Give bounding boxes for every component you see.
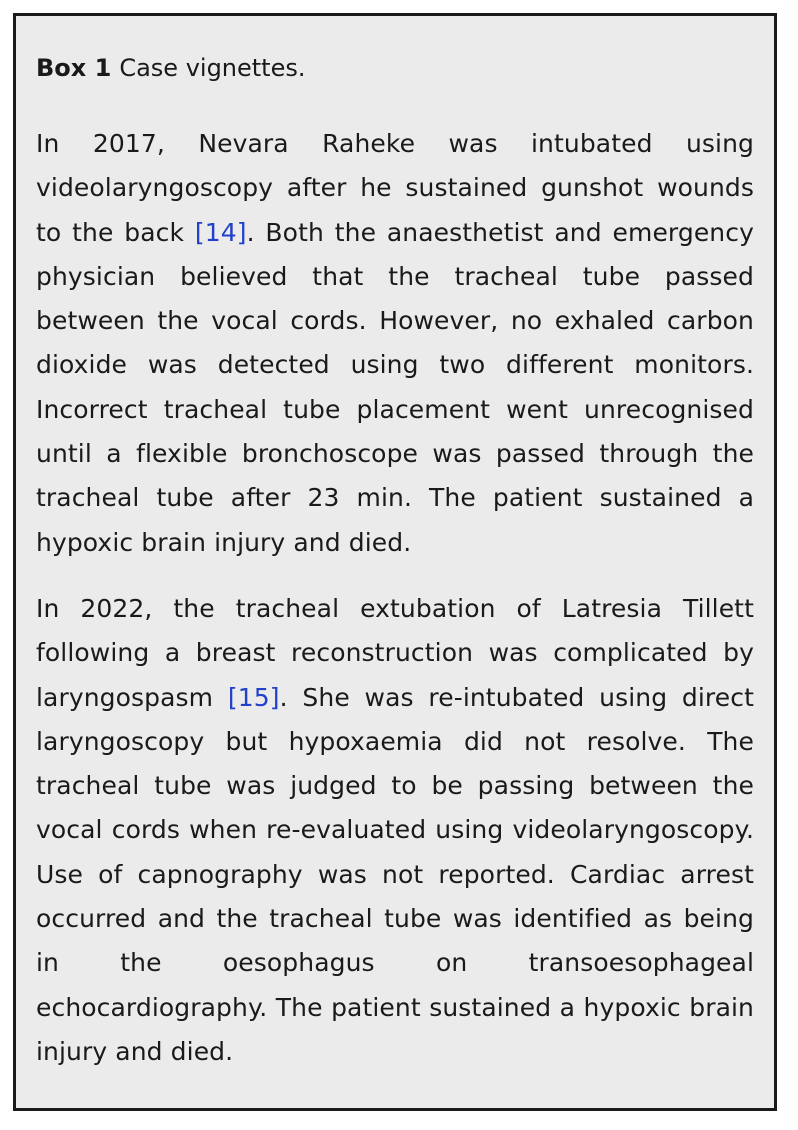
vignette-paragraph-1 [36, 122, 754, 565]
vignette-2-text-end: . She was re-intubated using direct laryngoscopy but hypoxaemia did not resolve. The tracheal tube was judged to be passing between the vocal cords when re-evaluated using videolaryngoscopy. Use of capnography was not reported. Cardiac arrest occurred and the tracheal tube was identified as being in the oesophagus on transoesophageal echocardiography. The patient sustained a hypoxic brain injury and died. [36, 682, 754, 1066]
reference-link-15[interactable]: [15] [227, 682, 280, 712]
vignette-2-text-start: In 2022, the tracheal extubation of Latresia Tillett following a breast reconstruction was complicated by laryngospasm [36, 593, 754, 712]
vignette-1-text-end: . Both the anaesthetist and emergency physician believed that the tracheal tube passed between the vocal cords. However, no exhaled carbon dioxide was detected using two different monitors. Incorrect tracheal tube placement went unrecognised until a flexible bronchoscope was passed through the tracheal tube after 23 min. The patient sustained a hypoxic brain injury and died. [36, 217, 754, 557]
box-title [36, 52, 754, 84]
reference-link-14[interactable]: [14] [194, 217, 247, 247]
box-caption: Case vignettes. [119, 54, 306, 82]
vignette-1-text-start: In 2017, Nevara Raheke was intubated using videolaryngoscopy after he sustained gunshot wounds to the back [36, 129, 754, 247]
box-label: Box 1 [36, 54, 112, 82]
case-vignettes-box [13, 13, 777, 1111]
vignette-paragraph-2 [36, 587, 754, 1074]
